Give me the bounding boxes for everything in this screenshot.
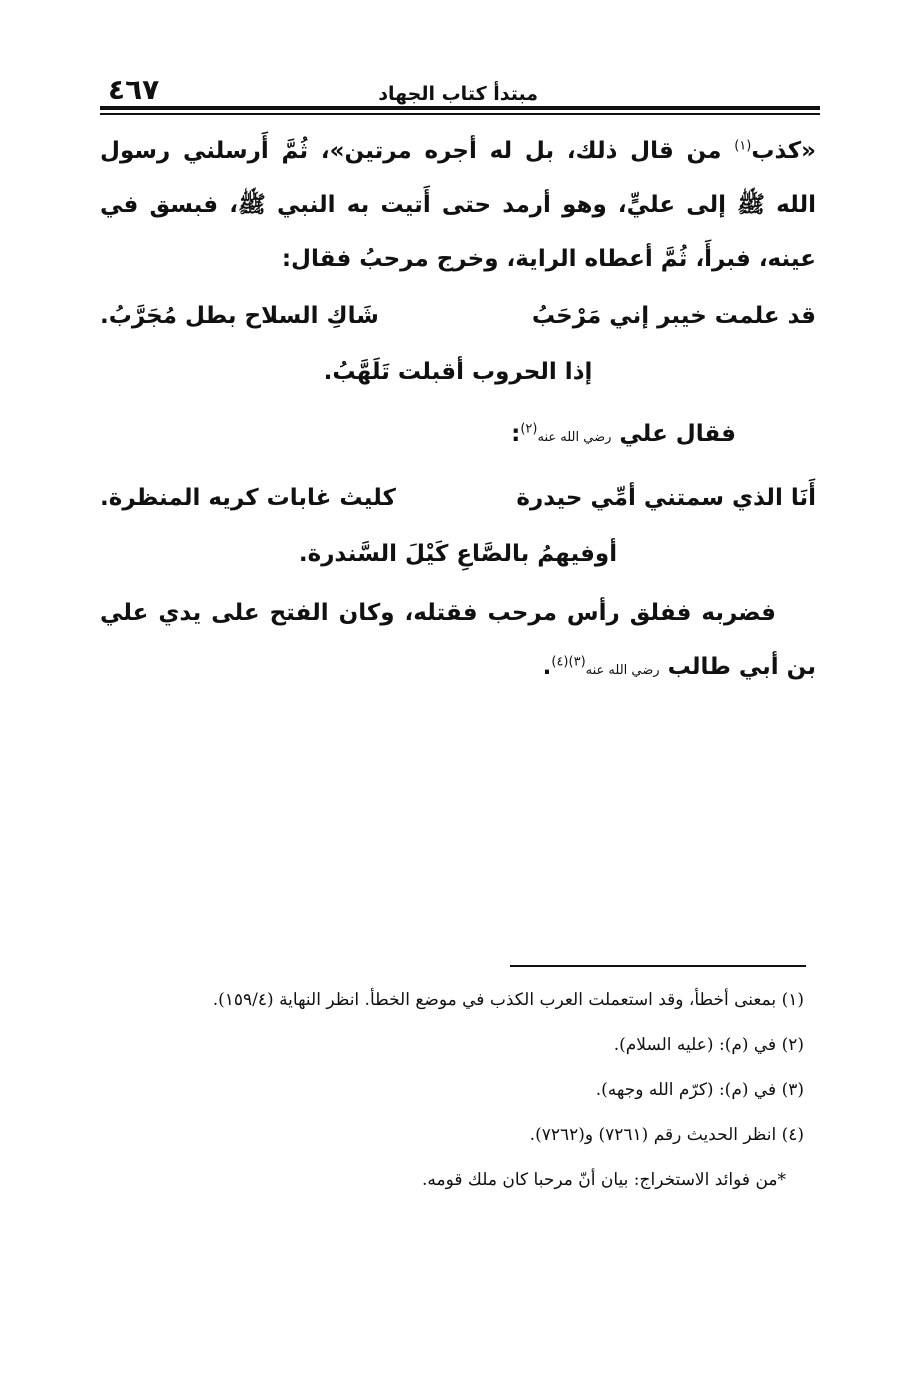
footnote-2: (٢) في (م): (عليه السلام). [613, 1035, 804, 1055]
paragraph-1-text-a: «كذب [751, 138, 816, 164]
footnote-1: (١) بمعنى أخطأ، وقد استعملت العرب الكذب في موضع الخطأ. انظر النهاية (١٥٩/٤). [212, 990, 804, 1010]
verse-2-hemistich-2: كليث غابات كريه المنظرة. [100, 485, 396, 511]
page-header [104, 58, 818, 104]
verse-1 [100, 288, 816, 344]
main-text [100, 124, 816, 698]
footnote-ref-1[interactable]: (١) [734, 138, 752, 154]
running-title: مبتدأ كتاب الجهاد [378, 83, 538, 105]
page-number: ٤٦٧ [108, 73, 160, 106]
verse-1-hemistich-1: قد علمت خيبر إني مَرْحَبُ [531, 303, 816, 329]
footnote-4: (٤) انظر الحديث رقم (٧٢٦١) و(٧٢٦٢). [529, 1125, 804, 1145]
footnote-ref-3-4[interactable]: (٣)(٤) [551, 654, 586, 670]
verse-2 [100, 470, 816, 526]
verse-1-tail: إذا الحروب أقبلت تَلَهَّبُ. [323, 359, 593, 385]
footnote-extraction-note: *من فوائد الاستخراج: بيان أنّ مرحبا كان ملك قومه. [421, 1170, 786, 1190]
ali-intro-text: فقال علي [619, 421, 736, 447]
honorific-icon: رضي الله عنه [585, 663, 660, 678]
honorific-icon: رضي الله عنه [537, 430, 612, 445]
paragraph-2-text: فضربه ففلق رأس مرحب فقتله، وكان الفتح على يدي علي بن أبي طالب [100, 600, 816, 680]
verse-2-hemistich-1: أَنَا الذي سمتني أمِّي حيدرة [516, 485, 816, 511]
paragraph-1 [100, 124, 816, 286]
verse-1-hemistich-2: شَاكِ السلاح بطل مُجَرَّبُ. [100, 303, 379, 329]
paragraph-2-end: . [542, 654, 552, 680]
ali-intro-colon: : [511, 421, 521, 447]
paragraph-1-text-b: من قال ذلك، بل له أجره مرتين»، ثُمَّ أَرسلني رسول الله ﷺ إلى عليٍّ، وهو أرمد حتى أَتيت به النبي ﷺ، فبسق في عينه، فبرأَ، ثُمَّ أعطاه الراية، وخرج مرحبُ فقال: [100, 138, 816, 272]
ali-intro [100, 404, 816, 468]
header-rule-thin [100, 113, 820, 115]
footnote-3: (٣) في (م): (كرّم الله وجهه). [595, 1080, 804, 1100]
header-rule-thick [100, 106, 820, 110]
verse-2-tail: أوفيهمُ بالصَّاعِ كَيْلَ السَّندرة. [298, 541, 618, 567]
footnote-separator [510, 965, 806, 967]
paragraph-2 [100, 586, 816, 698]
footnote-ref-2[interactable]: (٢) [520, 421, 538, 437]
footnotes [84, 978, 804, 1203]
